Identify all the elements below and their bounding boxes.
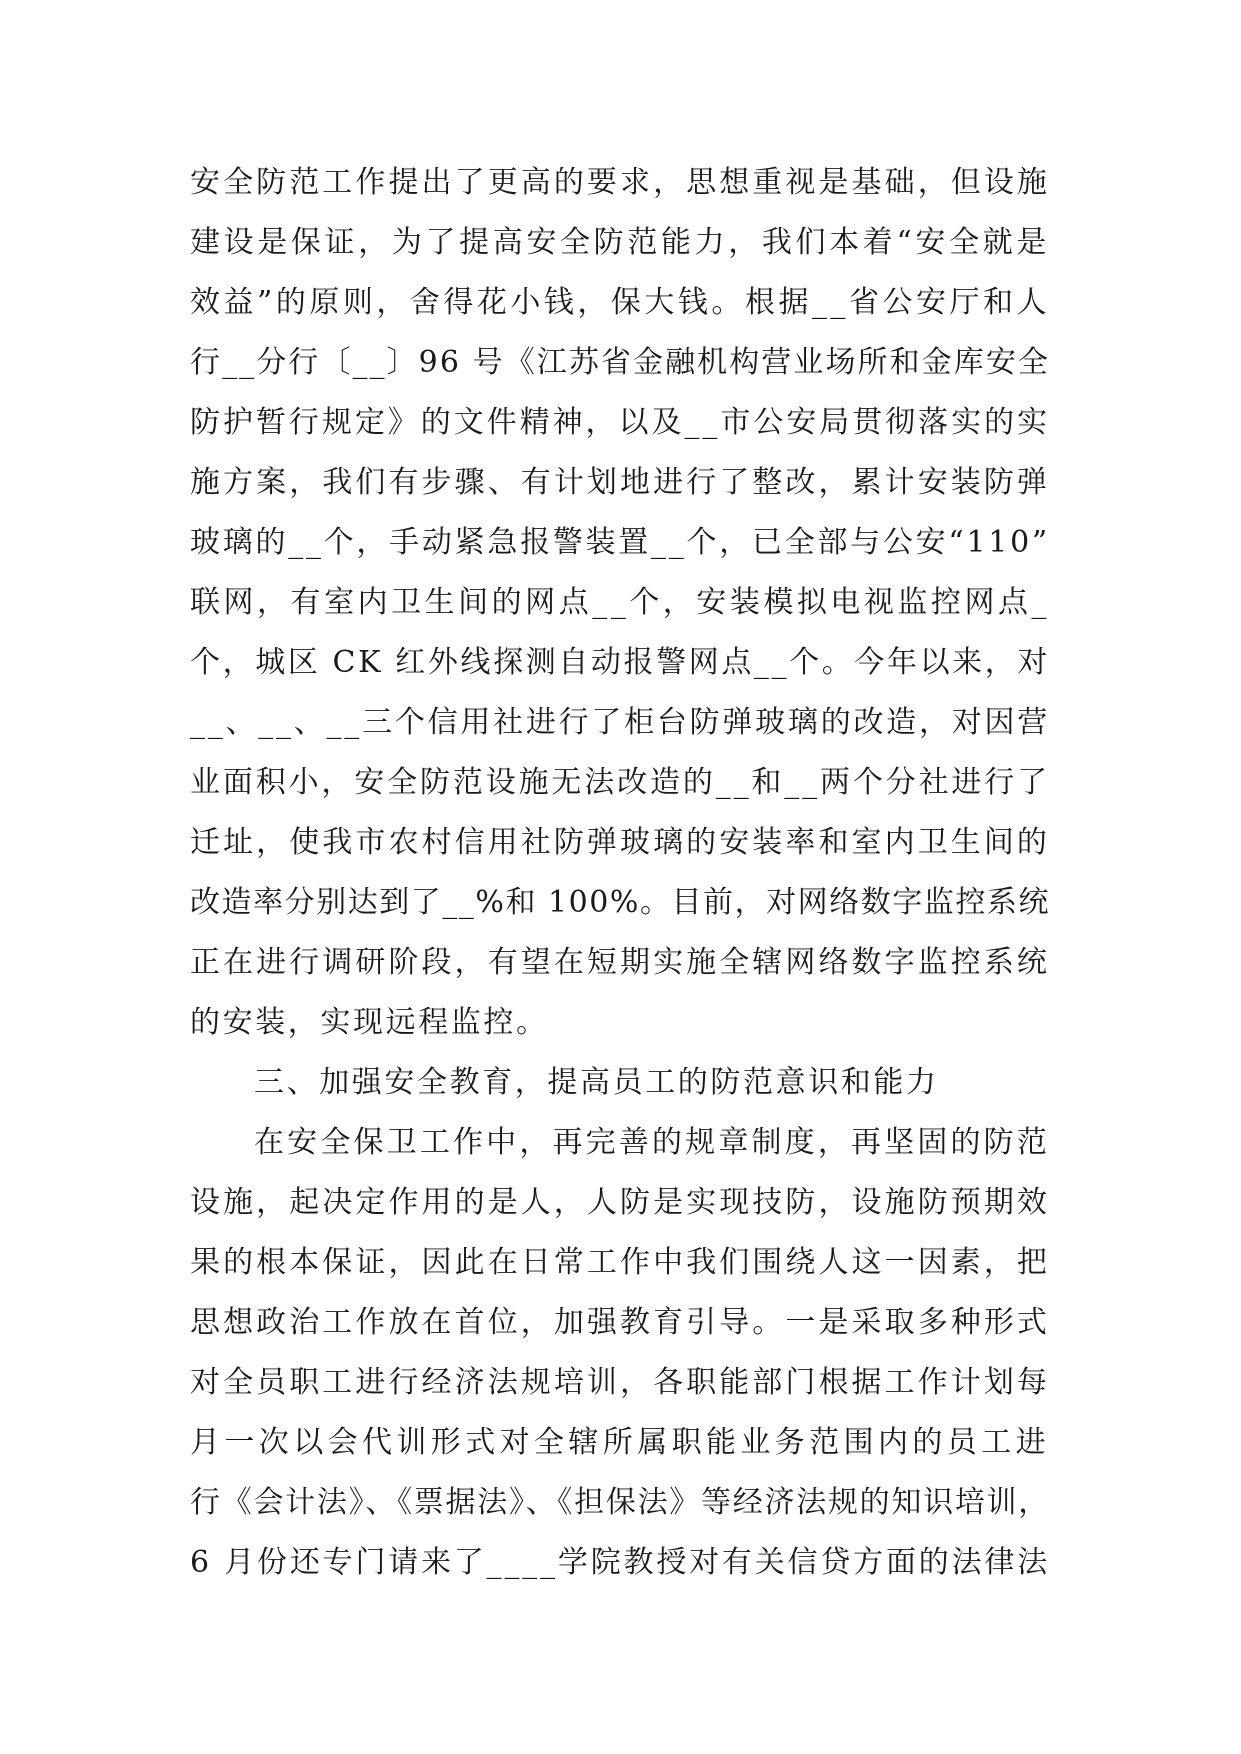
text-line: 正在进行调研阶段，有望在短期实施全辖网络数字监控系统	[190, 945, 1050, 980]
text-line: 思想政治工作放在首位，加强教育引导。一是采取多种形式	[190, 1305, 1050, 1340]
paragraph-first-line: 在安全保卫工作中，再完善的规章制度，再坚固的防范	[254, 1125, 1050, 1160]
text-line: 防护暂行规定》的文件精神，以及__市公安局贯彻落实的实	[190, 405, 1050, 440]
document-body	[190, 153, 1050, 1593]
text-line: 6 月份还专门请来了____学院教授对有关信贷方面的法律法	[190, 1545, 1050, 1580]
text-line: 安全防范工作提出了更高的要求，思想重视是基础，但设施	[190, 165, 1050, 200]
text-line: 月一次以会代训形式对全辖所属职能业务范围内的员工进	[190, 1425, 1050, 1460]
text-line: 施方案，我们有步骤、有计划地进行了整改，累计安装防弹	[190, 465, 1050, 500]
text-line: 联网，有室内卫生间的网点__个，安装模拟电视监控网点_	[190, 585, 1050, 620]
text-line: 迁址，使我市农村信用社防弹玻璃的安装率和室内卫生间的	[190, 825, 1050, 860]
text-line: 行__分行〔__〕96 号《江苏省金融机构营业场所和金库安全	[190, 345, 1050, 380]
paragraph-first-line: 三、加强安全教育，提高员工的防范意识和能力	[254, 1065, 939, 1100]
text-line: 行《会计法》、《票据法》、《担保法》等经济法规的知识培训，	[190, 1485, 1050, 1520]
text-line: 业面积小，安全防范设施无法改造的__和__两个分社进行了	[190, 765, 1050, 800]
text-line: 玻璃的__个，手动紧急报警装置__个，已全部与公安“110”	[190, 525, 1050, 560]
text-line: 的安装，实现远程监控。	[190, 1005, 549, 1040]
text-line: 对全员职工进行经济法规培训，各职能部门根据工作计划每	[190, 1365, 1050, 1400]
text-line: 果的根本保证，因此在日常工作中我们围绕人这一因素，把	[190, 1245, 1050, 1280]
text-line: 改造率分别达到了__%和 100%。目前，对网络数字监控系统	[190, 885, 1050, 920]
text-line: 个，城区 CK 红外线探测自动报警网点__个。今年以来，对	[190, 645, 1050, 680]
text-line: 效益”的原则，舍得花小钱，保大钱。根据__省公安厅和人	[190, 285, 1050, 320]
text-line: __、__、__三个信用社进行了柜台防弹玻璃的改造，对因营	[190, 705, 1050, 740]
text-line: 设施，起决定作用的是人，人防是实现技防，设施防预期效	[190, 1185, 1050, 1220]
text-line: 建设是保证，为了提高安全防范能力，我们本着“安全就是	[190, 225, 1050, 260]
